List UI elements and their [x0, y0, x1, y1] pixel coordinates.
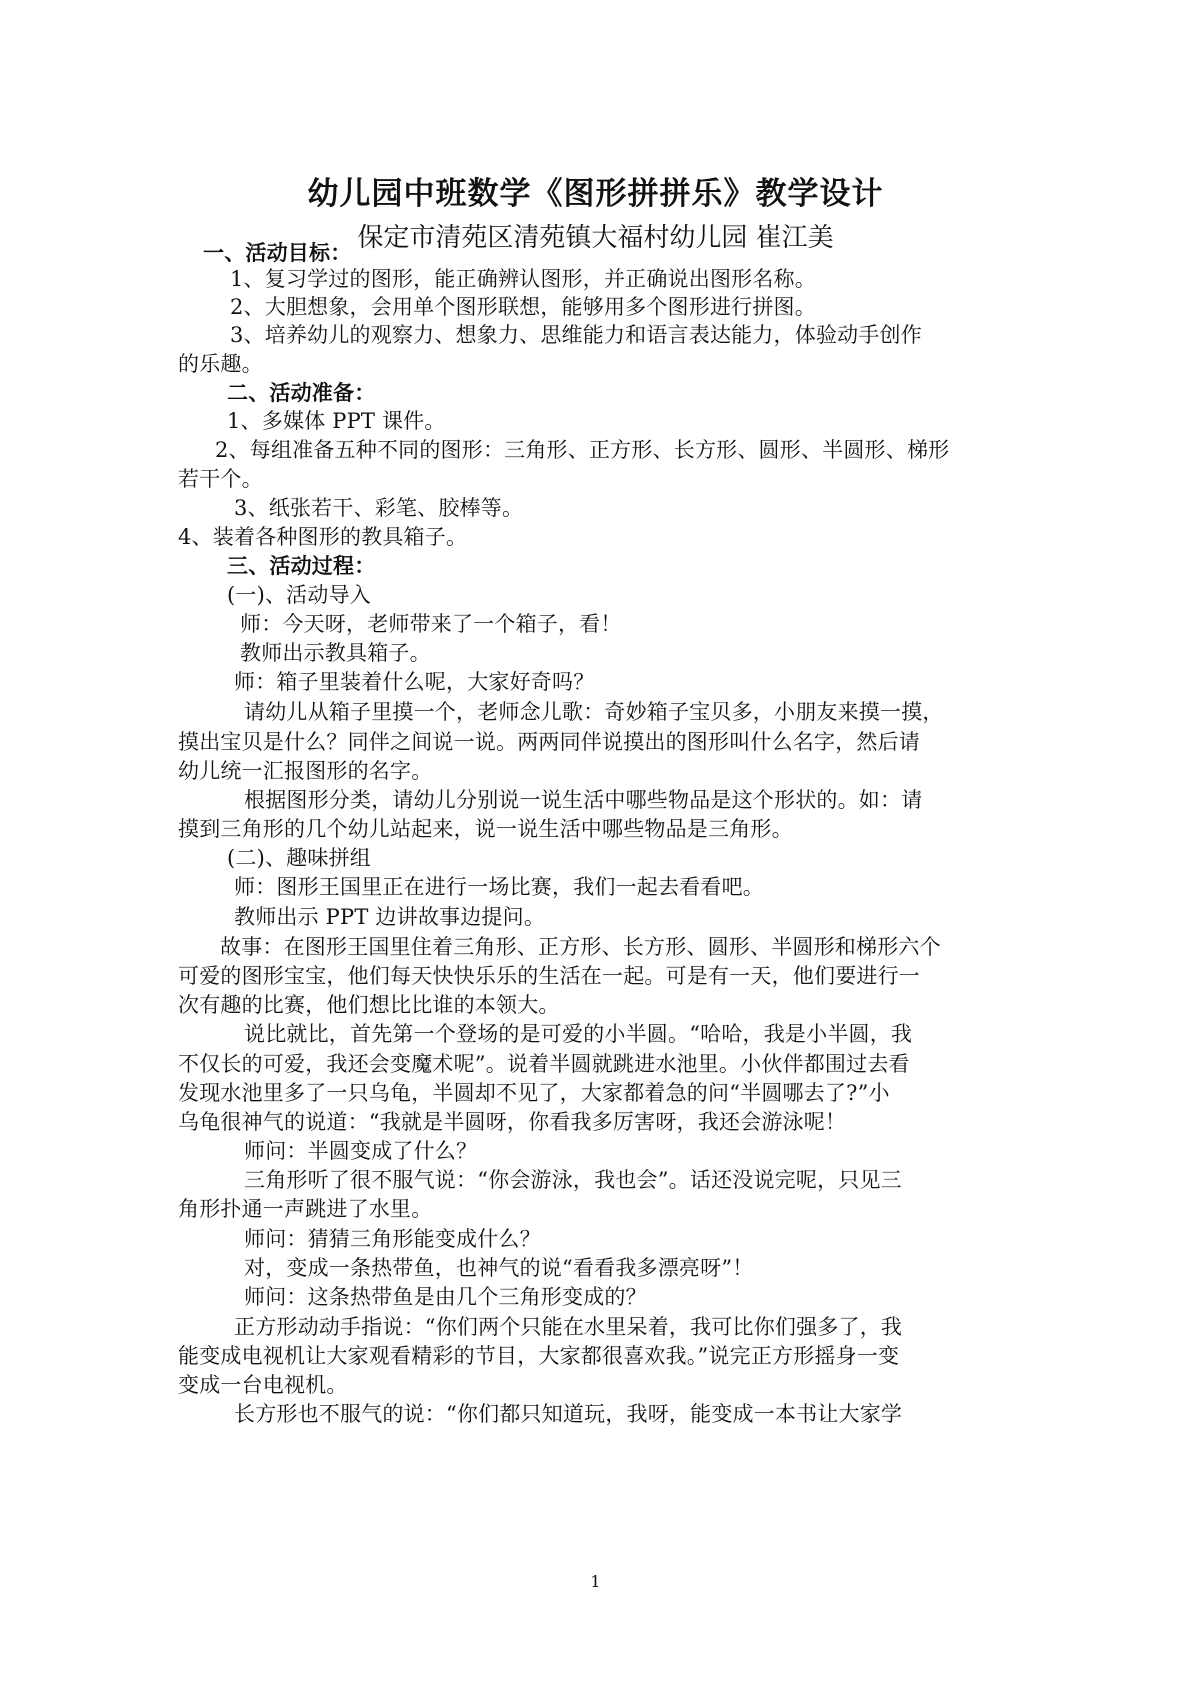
text-line: 角形扑通一声跳进了水里。 — [178, 1197, 433, 1221]
text-line: 1、多媒体 PPT 课件。 — [227, 409, 446, 433]
text-line: 摸到三角形的几个幼儿站起来，说一说生活中哪些物品是三角形。 — [178, 817, 793, 841]
text-line: 三角形听了很不服气说：“你会游泳，我也会”。话还没说完呢，只见三 — [244, 1168, 902, 1192]
text-line: 教师出示 PPT 边讲故事边提问。 — [234, 905, 546, 929]
text-line: 师问：半圆变成了什么？ — [244, 1139, 478, 1163]
text-line: 正方形动动手指说：“你们两个只能在水里呆着，我可比你们强多了，我 — [234, 1315, 903, 1339]
section-heading-prep: 二、活动准备： — [227, 380, 376, 405]
text-line: 可爱的图形宝宝，他们每天快快乐乐的生活在一起。可是有一天，他们要进行一 — [178, 964, 920, 988]
text-line: 师问：这条热带鱼是由几个三角形变成的？ — [244, 1285, 647, 1309]
section-heading-goals: 一、活动目标： — [203, 240, 352, 265]
text-line: 对，变成一条热带鱼，也神气的说“看看我多漂亮呀”！ — [244, 1256, 754, 1280]
text-line: 乌龟很神气的说道：“我就是半圆呀，你看我多厉害呀，我还会游泳呢！ — [178, 1110, 847, 1134]
text-line: 故事：在图形王国里住着三角形、正方形、长方形、圆形、半圆形和梯形六个 — [220, 935, 941, 959]
text-line: 根据图形分类，请幼儿分别说一说生活中哪些物品是这个形状的。如：请 — [244, 788, 923, 812]
section-heading-process: 三、活动过程： — [227, 553, 376, 578]
text-line: 师：今天呀，老师带来了一个箱子，看！ — [240, 612, 622, 636]
text-line: (二)、趣味拼组 — [227, 846, 371, 870]
text-line: 能变成电视机让大家观看精彩的节目，大家都很喜欢我。”说完正方形摇身一变 — [178, 1344, 900, 1368]
text-line: 说比就比，首先第一个登场的是可爱的小半圆。“哈哈，我是小半圆，我 — [244, 1022, 913, 1046]
document-title: 幼儿园中班数学《图形拼拼乐》教学设计 — [307, 176, 884, 212]
text-line: 变成一台电视机。 — [178, 1373, 348, 1397]
text-line: 发现水池里多了一只乌龟，半圆却不见了，大家都着急的问“半圆哪去了?”小 — [178, 1081, 890, 1105]
text-line: 长方形也不服气的说：“你们都只知道玩，我呀，能变成一本书让大家学 — [234, 1402, 903, 1426]
text-line: 3、培养幼儿的观察力、想象力、思维能力和语言表达能力，体验动手创作 — [230, 323, 922, 347]
text-line: 教师出示教具箱子。 — [240, 641, 431, 665]
text-line: 摸出宝贝是什么？同伴之间说一说。两两同伴说摸出的图形叫什么名字，然后请 — [178, 730, 920, 754]
text-line: 若干个。 — [178, 467, 263, 491]
text-line: 师：箱子里装着什么呢，大家好奇吗？ — [234, 670, 595, 694]
text-line: 的乐趣。 — [178, 352, 263, 376]
author-line: 保定市清苑区清苑镇大福村幼儿园 崔江美 — [357, 223, 834, 253]
text-line: 请幼儿从箱子里摸一个，老师念儿歌：奇妙箱子宝贝多，小朋友来摸一摸， — [244, 700, 944, 724]
text-line: 次有趣的比赛，他们想比比谁的本领大。 — [178, 993, 560, 1017]
text-line: 不仅长的可爱，我还会变魔术呢”。说着半圆就跳进水池里。小伙伴都围过去看 — [178, 1052, 910, 1076]
text-line: 师问：猜猜三角形能变成什么？ — [244, 1227, 541, 1251]
text-line: 师：图形王国里正在进行一场比赛，我们一起去看看吧。 — [234, 875, 764, 899]
text-line: 2、大胆想象，会用单个图形联想，能够用多个图形进行拼图。 — [230, 295, 816, 319]
text-line: 2、每组准备五种不同的图形：三角形、正方形、长方形、圆形、半圆形、梯形 — [215, 438, 950, 462]
page-number: 1 — [590, 1572, 601, 1591]
text-line: 4、装着各种图形的教具箱子。 — [178, 525, 468, 549]
text-line: 1、复习学过的图形，能正确辨认图形，并正确说出图形名称。 — [230, 267, 816, 291]
text-line: 3、纸张若干、彩笔、胶棒等。 — [234, 496, 524, 520]
text-line: (一)、活动导入 — [227, 583, 371, 607]
text-line: 幼儿统一汇报图形的名字。 — [178, 759, 433, 783]
